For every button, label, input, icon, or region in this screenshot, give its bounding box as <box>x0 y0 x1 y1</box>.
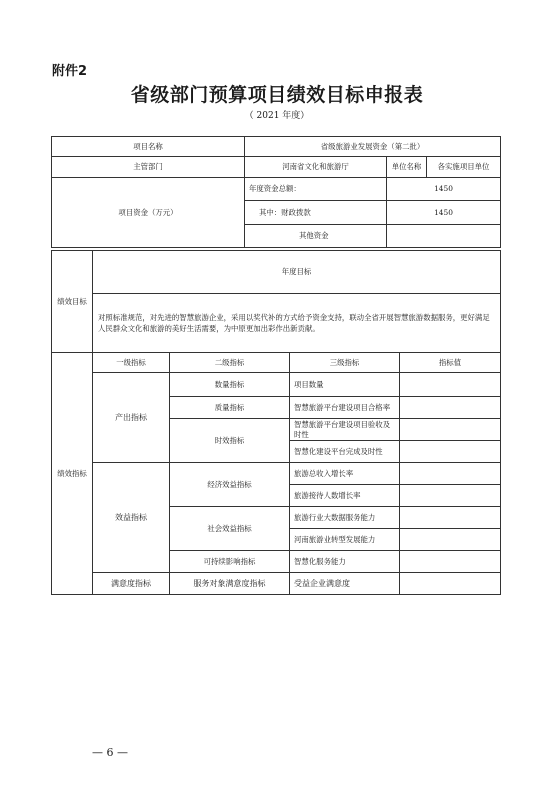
page-number: — 6 — <box>92 746 128 759</box>
attachment-label: 附件2 <box>52 64 88 79</box>
header-value: 指标值 <box>400 353 501 373</box>
other-funds-label: 其他资金 <box>245 225 387 248</box>
service-satisfaction-indicator: 服务对象满意度指标 <box>170 573 290 595</box>
economic-indicator: 经济效益指标 <box>170 463 290 507</box>
indicators-table <box>51 352 501 595</box>
annual-goal-label: 年度目标 <box>93 251 501 294</box>
dept-value: 河南省文化和旅游厅 <box>245 157 387 178</box>
economic-value-1 <box>400 463 501 485</box>
header-level3: 三级指标 <box>290 353 400 373</box>
dept-label: 主管部门 <box>52 157 245 178</box>
fiscal-label: 其中：财政拨款 <box>245 201 387 225</box>
other-funds-value <box>387 225 501 248</box>
economic-value-2 <box>400 485 501 507</box>
page-title: 省级部门预算项目绩效目标申报表 <box>130 84 424 106</box>
timeliness-indicator: 时效指标 <box>170 419 290 463</box>
timeliness-value-2 <box>400 441 501 463</box>
unit-label: 单位名称 <box>387 157 427 178</box>
social-item-1: 旅游行业大数据服务能力 <box>290 507 400 529</box>
year-label: （ 2021 年度） <box>244 111 310 121</box>
social-value-2 <box>400 529 501 551</box>
satisfaction-indicator: 满意度指标 <box>93 573 170 595</box>
quality-item: 智慧旅游平台建设项目合格率 <box>290 397 400 419</box>
annual-goal-text: 对照标准规范，对先进的智慧旅游企业，采用以奖代补的方式给予资金支持，联动全省开展智慧旅游数据服务，更好满足人民群众文化和旅游的美好生活需要，为中原更加出彩作出新贡献。 <box>93 294 501 353</box>
quantity-indicator: 数量指标 <box>170 373 290 397</box>
social-item-2: 河南旅游业转型发展能力 <box>290 529 400 551</box>
social-indicator: 社会效益指标 <box>170 507 290 551</box>
social-value-1 <box>400 507 501 529</box>
timeliness-item-1: 智慧旅游平台建设项目验收及时性 <box>290 419 400 441</box>
sustainability-indicator: 可持续影响指标 <box>170 551 290 573</box>
basic-info-table <box>51 136 501 248</box>
header-level2: 二级指标 <box>170 353 290 373</box>
timeliness-value-1 <box>400 419 501 441</box>
annual-total-label: 年度资金总额： <box>245 178 387 201</box>
project-name-value: 省级旅游业发展资金（第二批） <box>245 137 501 157</box>
economic-item-2: 旅游接待人数增长率 <box>290 485 400 507</box>
benefit-indicator: 效益指标 <box>93 463 170 573</box>
goal-table <box>51 250 501 353</box>
quality-indicator: 质量指标 <box>170 397 290 419</box>
output-indicator: 产出指标 <box>93 373 170 463</box>
satisfaction-item: 受益企业满意度 <box>290 573 400 595</box>
goal-label: 绩效目标 <box>52 251 93 353</box>
unit-value: 各实施项目单位 <box>427 157 501 178</box>
satisfaction-value <box>400 573 501 595</box>
indicators-label: 绩效指标 <box>52 353 93 595</box>
header-level1: 一级指标 <box>93 353 170 373</box>
project-name-label: 项目名称 <box>52 137 245 157</box>
annual-total-value: 1450 <box>387 178 501 201</box>
quantity-item: 项目数量 <box>290 373 400 397</box>
fiscal-value: 1450 <box>387 201 501 225</box>
timeliness-item-2: 智慧化建设平台完成及时性 <box>290 441 400 463</box>
quality-value <box>400 397 501 419</box>
sustainability-item: 智慧化服务能力 <box>290 551 400 573</box>
economic-item-1: 旅游总收入增长率 <box>290 463 400 485</box>
funds-label: 项目资金（万元） <box>52 178 245 248</box>
sustainability-value <box>400 551 501 573</box>
quantity-value <box>400 373 501 397</box>
